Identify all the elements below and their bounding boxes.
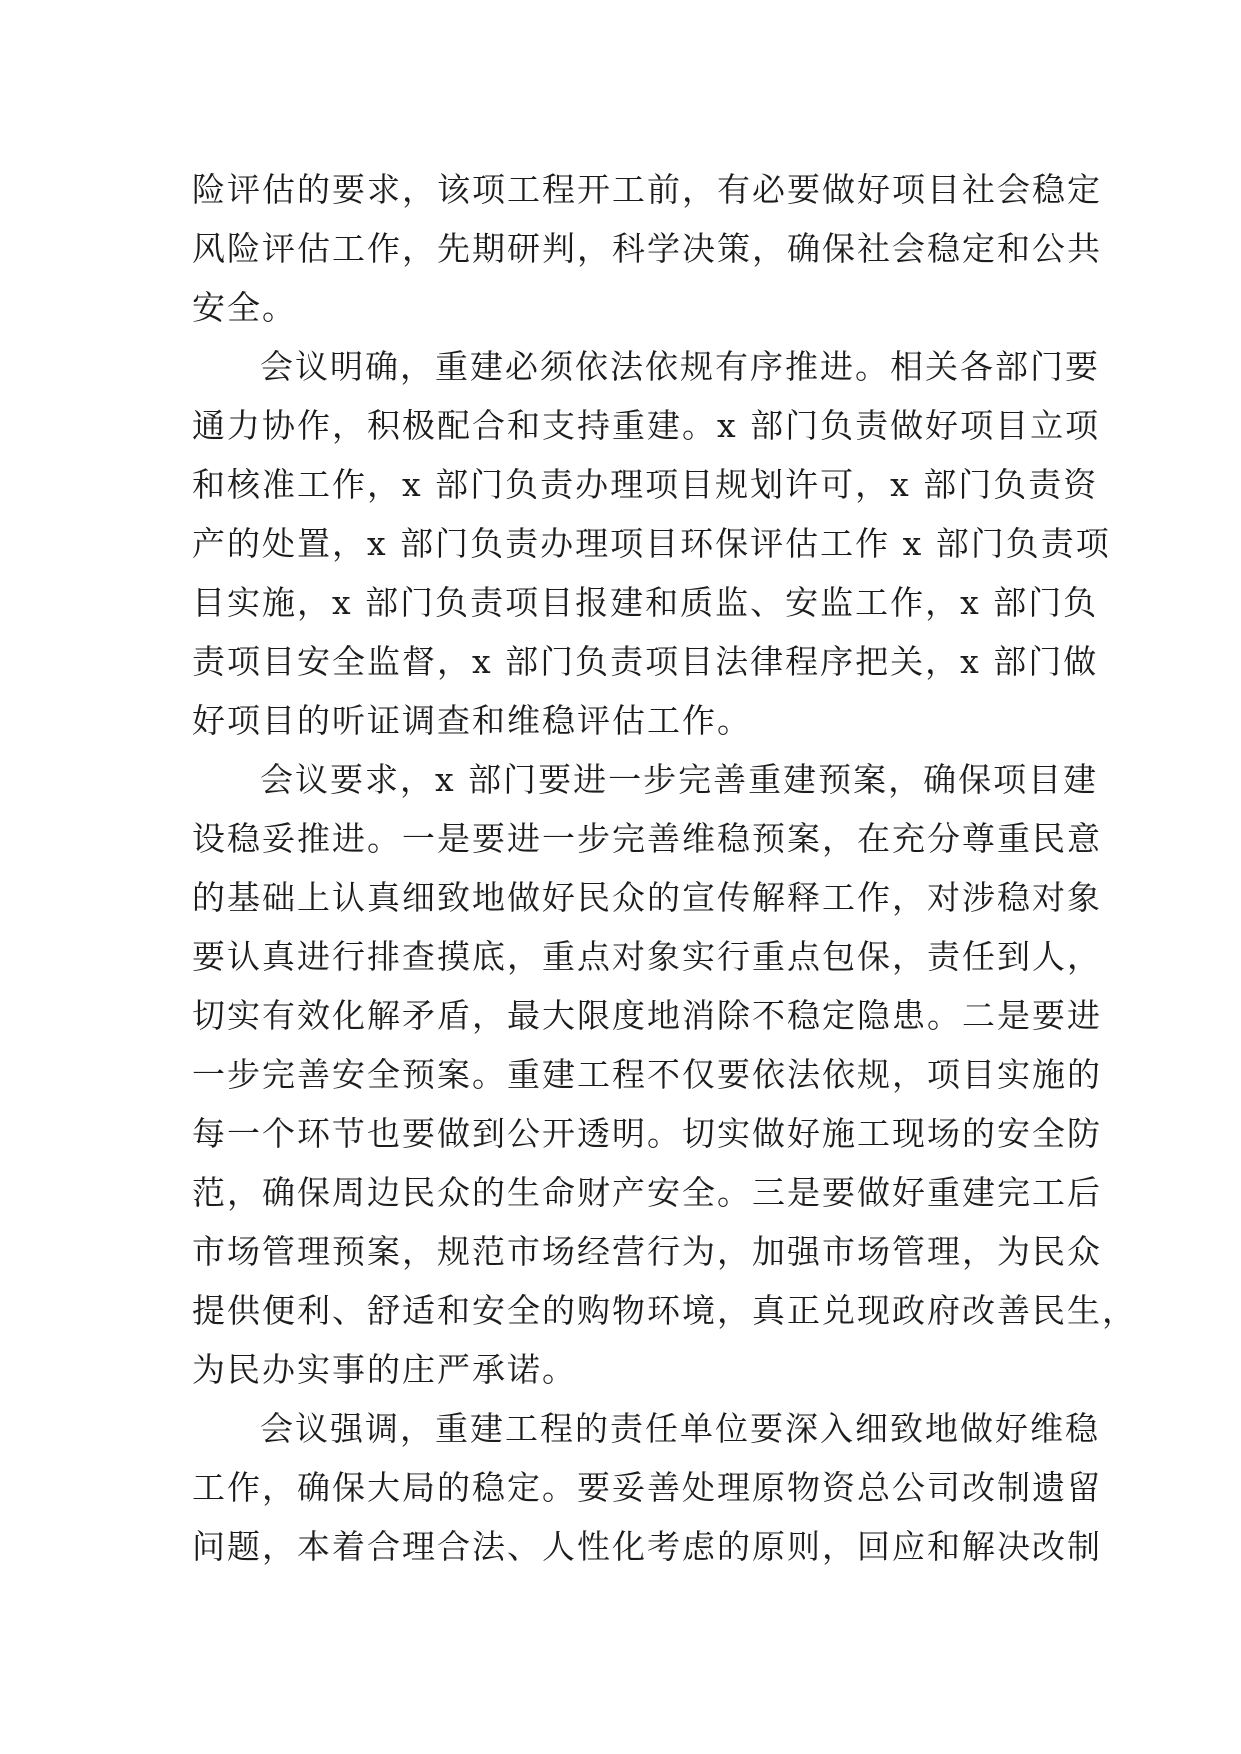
text-line: 范，确保周边民众的生命财产安全。三是要做好重建完工后: [192, 1173, 1102, 1212]
document-body-text: [192, 160, 1137, 1576]
text-line: 通力协作，积极配合和支持重建。x 部门负责做好项目立项: [192, 406, 1101, 445]
text-line: 每一个环节也要做到公开透明。切实做好施工现场的安全防: [192, 1114, 1102, 1153]
paragraph-start-line: 会议要求，x 部门要进一步完善重建预案，确保项目建: [260, 760, 1099, 799]
text-line: 好项目的听证调查和维稳评估工作。: [192, 701, 752, 740]
text-line: 的基础上认真细致地做好民众的宣传解释工作，对涉稳对象: [192, 878, 1102, 917]
text-line: 市场管理预案，规范市场经营行为，加强市场管理，为民众: [192, 1232, 1102, 1271]
text-line: 目实施，x 部门负责项目报建和质监、安监工作，x 部门负: [192, 583, 1099, 622]
text-line: 设稳妥推进。一是要进一步完善维稳预案，在充分尊重民意: [192, 819, 1102, 858]
text-line: 风险评估工作，先期研判，科学决策，确保社会稳定和公共: [192, 229, 1102, 268]
text-line: 一步完善安全预案。重建工程不仅要依法依规，项目实施的: [192, 1055, 1102, 1094]
paragraph-start-line: 会议明确，重建必须依法依规有序推进。相关各部门要: [260, 347, 1100, 386]
text-line: 产的处置，x 部门负责办理项目环保评估工作 x 部门负责项: [192, 524, 1111, 563]
text-line: 安全。: [192, 288, 297, 327]
text-line: 提供便利、舒适和安全的购物环境，真正兑现政府改善民生，: [192, 1291, 1137, 1330]
paragraph-start-line: 会议强调，重建工程的责任单位要深入细致地做好维稳: [260, 1409, 1100, 1448]
text-line: 要认真进行排查摸底，重点对象实行重点包保，责任到人，: [192, 937, 1102, 976]
text-line: 工作，确保大局的稳定。要妥善处理原物资总公司改制遗留: [192, 1468, 1102, 1507]
text-line: 为民办实事的庄严承诺。: [192, 1350, 577, 1389]
text-line: 和核准工作，x 部门负责办理项目规划许可，x 部门负责资: [192, 465, 1099, 504]
text-line: 险评估的要求，该项工程开工前，有必要做好项目社会稳定: [192, 170, 1102, 209]
text-line: 问题，本着合理合法、人性化考虑的原则，回应和解决改制: [192, 1527, 1102, 1566]
text-line: 责项目安全监督，x 部门负责项目法律程序把关，x 部门做: [192, 642, 1099, 681]
text-line: 切实有效化解矛盾，最大限度地消除不稳定隐患。二是要进: [192, 996, 1102, 1035]
